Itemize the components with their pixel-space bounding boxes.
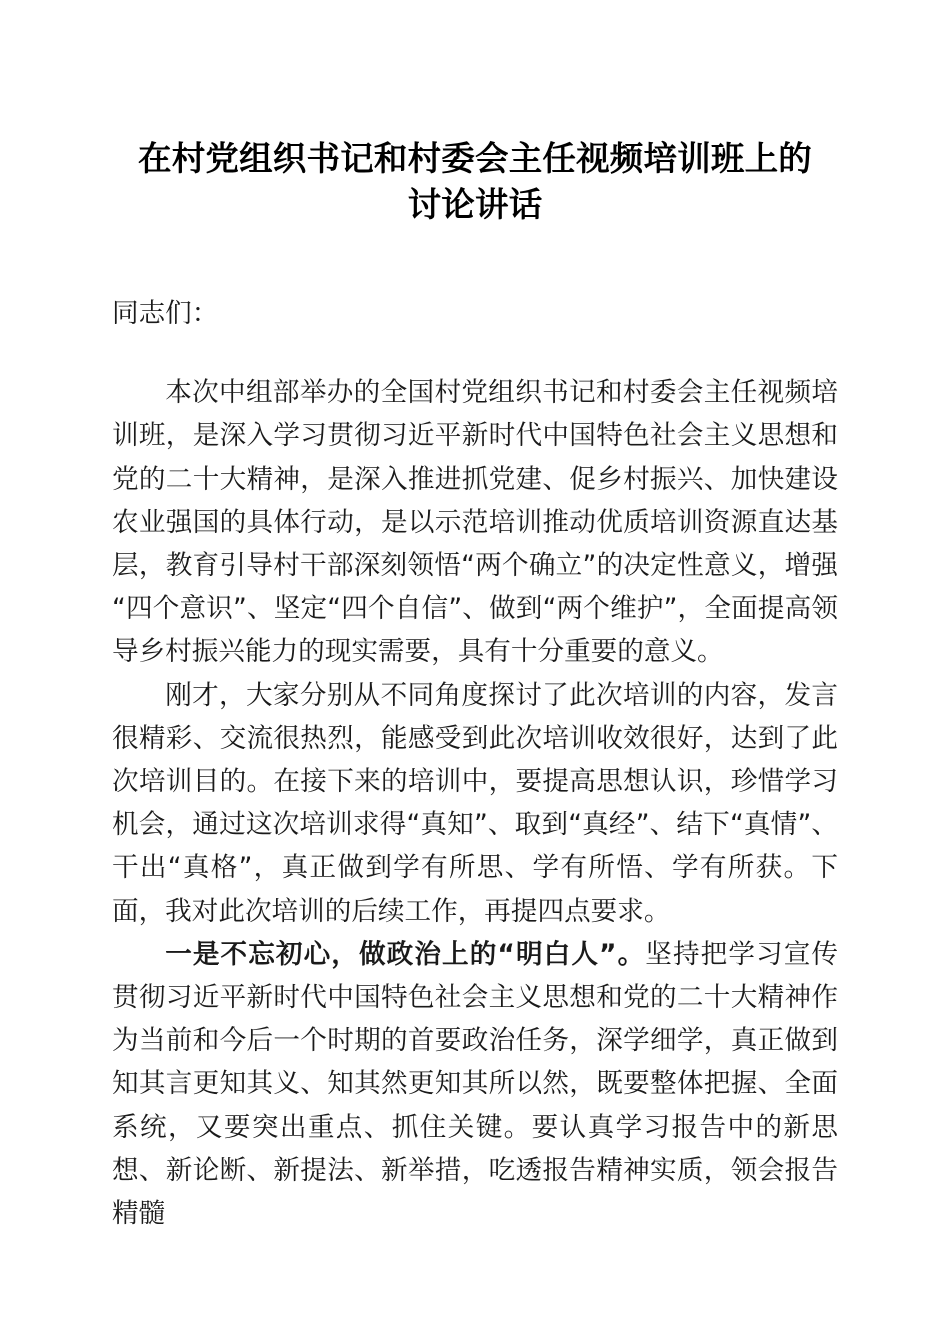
salutation-text: 同志们： bbox=[112, 298, 219, 329]
body-paragraph-3-rest: 坚持把学习宣传贯彻习近平新时代中国特色社会主义思想和党的二十大精神作为当前和今后一个时期的首要政治任务，深学细学，真正做到知其言更知其义、知其然更知其所以然，既要整体把握、全面系统，又要突出重点、抓住关键。要认真学习报告中的新思想、新论断、新提法、新举措，吃透报告精神实质，领会报告精髓 bbox=[112, 938, 838, 1230]
body-paragraph-1: 本次中组部举办的全国村党组织书记和村委会主任视频培训班，是深入学习贯彻习近平新时代中国特色社会主义思想和党的二十大精神，是深入推进抓党建、促乡村振兴、加快建设农业强国的具体行动，是以示范培训推动优质培训资源直达基层，教育引导村干部深刻领悟“两个确立”的决定性意义，增强“四个意识”、坚定“四个自信”、做到“两个维护”，全面提高领导乡村振兴能力的现实需要，具有十分重要的意义。 bbox=[112, 377, 838, 668]
page-title bbox=[112, 0, 838, 228]
page-title-line-2: 讨论讲话 bbox=[407, 185, 543, 224]
body-paragraph-3-lead: 一是不忘初心，做政治上的“明白人”。 bbox=[165, 938, 646, 970]
body-paragraph-2: 刚才，大家分别从不同角度探讨了此次培训的内容，发言很精彩、交流很热烈，能感受到此次培训收效很好，达到了此次培训目的。在接下来的培训中，要提高思想认识，珍惜学习机会，通过这次培训求得“真知”、取到“真经”、结下“真情”、干出“真格”，真正做到学有所思、学有所悟、学有所获。下面，我对此次培训的后续工作，再提四点要求。 bbox=[112, 679, 838, 927]
body-paragraph-3 bbox=[112, 933, 838, 1235]
page-content-column bbox=[112, 0, 838, 1235]
salutation-block bbox=[112, 292, 838, 335]
page-title-line-1: 在村党组织书记和村委会主任视频培训班上的 bbox=[138, 139, 812, 178]
